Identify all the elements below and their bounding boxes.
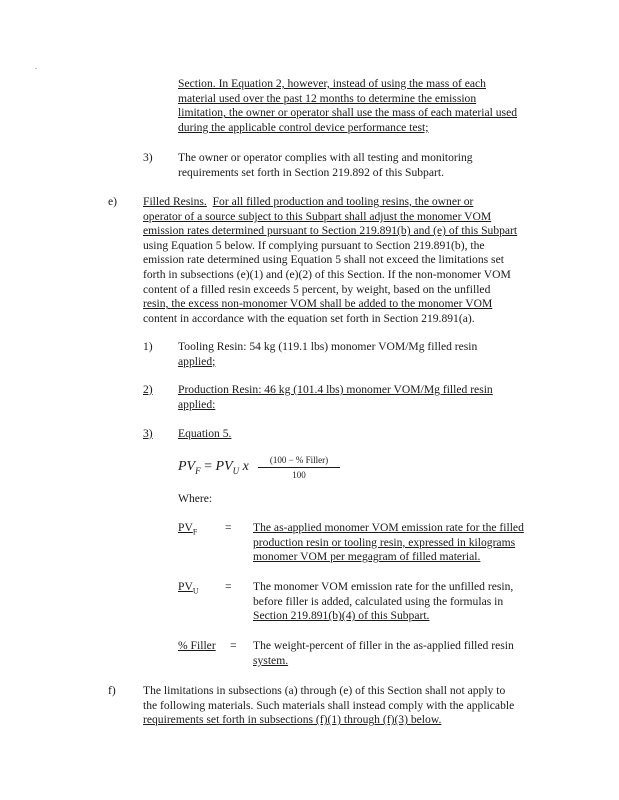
intro-line: material used over the past 12 months to determine the emission	[178, 91, 477, 105]
equation-denominator: 100	[292, 470, 306, 480]
section-f-label: f)	[108, 684, 116, 697]
definition-pvu-term	[178, 580, 199, 599]
section-e-line: content in accordance with the equation set forth in Section 219.891(a).	[143, 311, 475, 325]
section-e-paragraph	[143, 195, 563, 326]
definition-filler-body	[253, 639, 538, 668]
item-1-label: 1)	[143, 340, 153, 353]
definition-line: before filler is added, calculated using the formulas in	[253, 594, 504, 608]
definition-line: The as-applied monomer VOM emission rate for the filled	[253, 521, 524, 534]
intro-line: during the applicable control device performance test;	[178, 120, 429, 134]
equation-left-sub: F	[195, 465, 201, 476]
section-e-line: resin, the excess non-monomer VOM shall be added to the monomer VOM	[143, 297, 493, 311]
item-3-prev-label: 3)	[143, 151, 153, 164]
definition-line: monomer VOM per megagram of filled material.	[253, 550, 481, 564]
definition-term: PV	[178, 521, 193, 534]
section-e-line: operator of a source subject to this Subpart shall adjust the monomer VOM	[143, 209, 492, 223]
intro-line: limitation, the owner or operator shall use the mass of each material used	[178, 106, 518, 120]
equation-right-sub: U	[232, 465, 240, 476]
equation-times: x	[239, 459, 249, 474]
section-f-paragraph	[143, 684, 563, 728]
definition-pvf-term	[178, 521, 197, 540]
item-1-line: Tooling Resin: 54 kg (119.1 lbs) monomer VOM/Mg filled resin	[178, 340, 478, 353]
section-e-line: content of a filled resin exceeds 5 percent, by weight, based on the unfilled	[143, 282, 491, 296]
equation-left: PV	[178, 459, 196, 474]
definition-line: system.	[253, 653, 289, 667]
definition-line: The weight-percent of filler in the as-applied filled resin	[253, 639, 514, 652]
item-3-label: 3)	[143, 427, 153, 440]
equation-numerator: (100 − % Filler)	[258, 455, 340, 468]
definition-term-sub: F	[192, 527, 198, 537]
definition-term: PV	[178, 580, 193, 593]
where-label: Where:	[178, 492, 213, 505]
definition-line: production resin or tooling resin, expressed in kilograms	[253, 535, 516, 549]
section-e-line-1: For all filled production and tooling resins, the owner or	[212, 195, 474, 208]
item-3-prev-text	[178, 151, 538, 180]
section-e-line	[143, 195, 563, 210]
definition-pvf-body	[253, 521, 538, 565]
definition-line: The monomer VOM emission rate for the unfilled resin,	[253, 580, 514, 593]
definition-pvu-body	[253, 580, 538, 624]
section-f-line: the following materials. Such materials shall instead comply with the applicable	[143, 698, 515, 712]
section-e-line: emission rates determined pursuant to Section 219.891(b) and (e) of this Subpart	[143, 224, 518, 238]
definition-filler-sep: =	[230, 639, 237, 652]
equation-right: PV	[215, 459, 233, 474]
item-3-prev-line: The owner or operator complies with all testing and monitoring	[178, 151, 473, 164]
definition-line: Section 219.891(b)(4) of this Subpart.	[253, 609, 430, 623]
section-e-line: forth in subsections (e)(1) and (e)(2) of this Section. If the non-monomer VOM	[143, 267, 511, 281]
section-f-line: requirements set forth in subsections (f)(1) through (f)(3) below.	[143, 713, 442, 727]
section-f-line: The limitations in subsections (a) through (e) of this Section shall not apply to	[143, 684, 506, 697]
page-mark: .	[35, 62, 37, 71]
item-3-text: Equation 5.	[178, 427, 232, 440]
item-1-line: applied;	[178, 354, 216, 368]
equation-5	[178, 459, 249, 476]
definition-pvf-sep: =	[225, 521, 232, 534]
section-e-line: emission rate determined using Equation 5 shall not exceed the limitations set	[143, 253, 504, 267]
equation-equals: =	[200, 459, 216, 474]
equation-fraction	[258, 455, 340, 480]
definition-filler-term	[178, 639, 216, 654]
item-2-text	[178, 383, 558, 412]
item-2-line: applied:	[178, 397, 216, 411]
item-3-prev-line: requirements set forth in Section 219.892 of this Subpart.	[178, 165, 444, 179]
section-e-label: e)	[108, 195, 118, 208]
section-e-heading: Filled Resins.	[143, 195, 207, 208]
intro-paragraph	[178, 77, 558, 135]
definition-term: % Filler	[178, 639, 216, 652]
item-2-line: Production Resin: 46 kg (101.4 lbs) monomer VOM/Mg filled resin	[178, 383, 493, 396]
item-1-text	[178, 340, 558, 369]
definition-term-sub: U	[192, 586, 199, 596]
intro-line: Section. In Equation 2, however, instead of using the mass of each	[178, 77, 486, 90]
item-2-label: 2)	[143, 383, 153, 396]
section-e-line: using Equation 5 below. If complying pursuant to Section 219.891(b), the	[143, 238, 485, 252]
definition-pvu-sep: =	[225, 580, 232, 593]
